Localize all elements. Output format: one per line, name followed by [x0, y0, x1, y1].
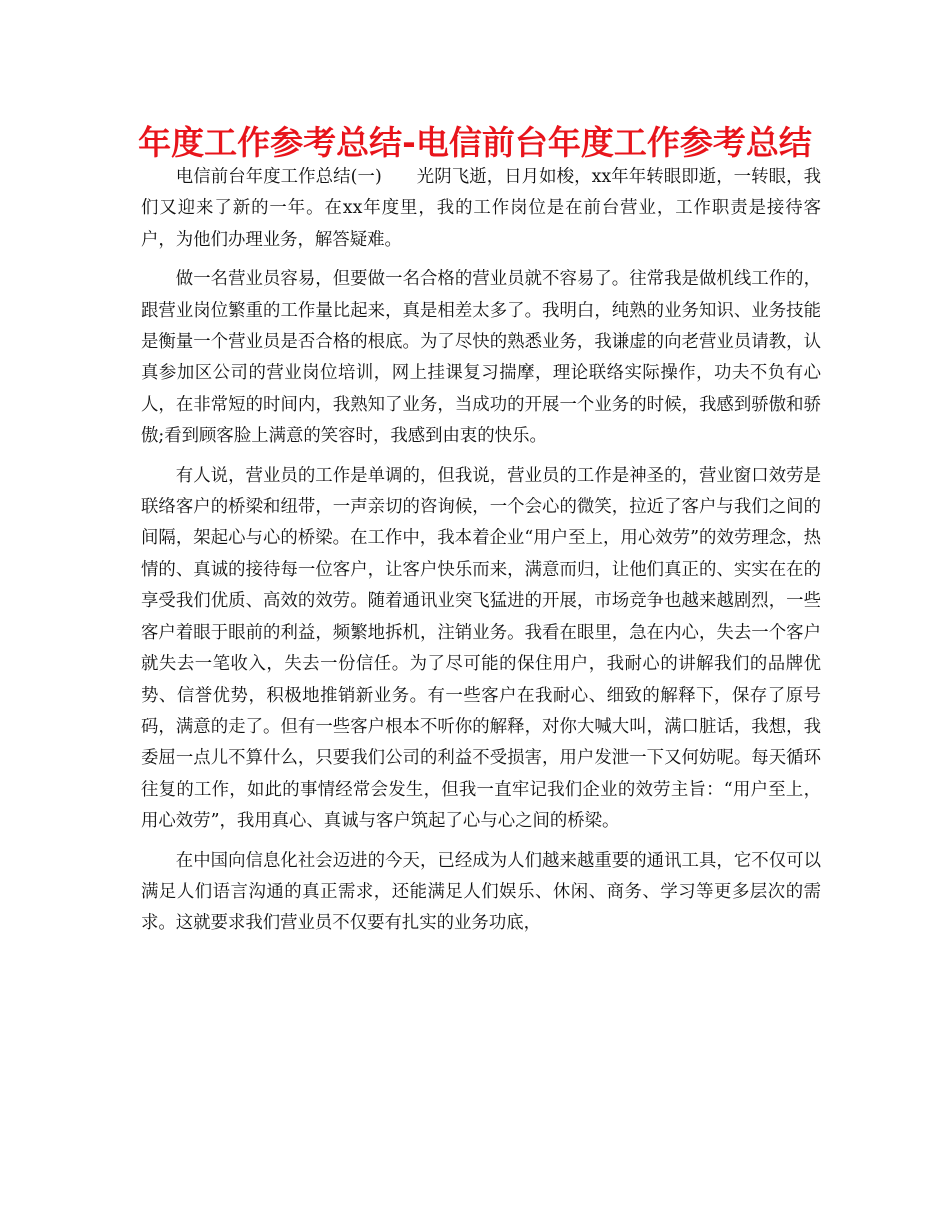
- paragraph: 电信前台年度工作总结(一) 光阴飞逝，日月如梭，xx年年转眼即逝，一转眼，我们又迎来了新的一年。在xx年度里，我的工作岗位是在前台营业，工作职责是接待客户，为他们办理业务，解答疑难。: [141, 167, 821, 250]
- document-body: [141, 162, 821, 948]
- paragraph: 有人说，营业员的工作是单调的，但我说，营业员的工作是神圣的，营业窗口效劳是联络客户的桥梁和纽带，一声亲切的咨询候，一个会心的微笑，拉近了客户与我们之间的间隔，架起心与心的桥梁。在工作中，我本着企业“用户至上，用心效劳”的效劳理念，热情的、真诚的接待每一位客户，让客户快乐而来，满意而归，让他们真正的、实实在在的享受我们优质、高效的效劳。随着通讯业突飞猛进的开展，市场竞争也越来越剧烈，一些客户着眼于眼前的利益，频繁地拆机，注销业务。我看在眼里，急在内心，失去一个客户就失去一笔收入，失去一份信任。为了尽可能的保住用户，我耐心的讲解我们的品牌优势、信誉优势，积极地推销新业务。有一些客户在我耐心、细致的解释下，保存了原号码，满意的走了。但有一些客户根本不听你的解释，对你大喊大叫，满口脏话，我想，我委屈一点儿不算什么，只要我们公司的利益不受损害，用户发泄一下又何妨呢。每天循环往复的工作，如此的事情经常会发生，但我一直牢记我们企业的效劳主旨：“用户至上，用心效劳”，我用真心、真诚与客户筑起了心与心之间的桥梁。: [141, 465, 821, 832]
- document-title: 年度工作参考总结-电信前台年度工作参考总结: [138, 123, 812, 162]
- paragraph: 在中国向信息化社会迈进的今天，已经成为人们越来越重要的通讯工具，它不仅可以满足人们语言沟通的真正需求，还能满足人们娱乐、休闲、商务、学习等更多层次的需求。这就要求我们营业员不仅要有扎实的业务功底，: [141, 850, 821, 934]
- paragraph: 做一名营业员容易，但要做一名合格的营业员就不容易了。往常我是做机线工作的，跟营业岗位繁重的工作量比起来，真是相差太多了。我明白，纯熟的业务知识、业务技能是衡量一个营业员是否合格的根底。为了尽快的熟悉业务，我谦虚的向老营业员请教，认真参加区公司的营业岗位培训，网上挂课复习揣摩，理论联络实际操作，功夫不负有心人，在非常短的时间内，我熟知了业务，当成功的开展一个业务的时候，我感到骄傲和骄傲;看到顾客脸上满意的笑容时，我感到由衷的快乐。: [141, 269, 821, 447]
